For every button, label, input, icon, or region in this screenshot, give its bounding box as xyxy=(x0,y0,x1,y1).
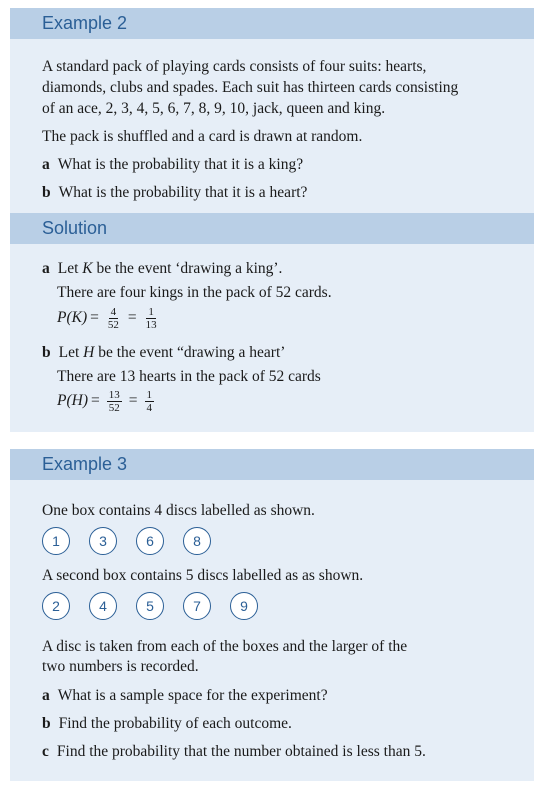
shuffle-text: The pack is shuffled and a card is drawn at random. xyxy=(42,128,363,145)
solution-b-label: b xyxy=(42,344,51,361)
equals-sign: = xyxy=(90,309,99,326)
solution-a-variable: K xyxy=(82,260,93,277)
numerator: 4 xyxy=(110,305,117,318)
denominator: 52 xyxy=(108,401,120,414)
solution-b-line-1 xyxy=(42,343,285,363)
question-a-text: What is the probability that it is a king? xyxy=(57,156,304,173)
number-disc: 3 xyxy=(89,527,117,555)
equals-sign: = xyxy=(127,309,137,326)
example-3-panel xyxy=(10,449,534,781)
numerator: 13 xyxy=(108,388,120,401)
intro-line-1: A standard pack of playing cards consists of four suits: hearts, xyxy=(42,58,427,75)
number-disc: 4 xyxy=(89,592,117,620)
taken-line-1: A disc is taken from each of the boxes and the larger of the xyxy=(42,638,408,655)
solution-title: Solution xyxy=(10,213,534,244)
question-a-label: a xyxy=(42,156,50,173)
solution-b-let: Let xyxy=(58,344,84,361)
box-2-discs xyxy=(42,592,272,622)
question-b-label: b xyxy=(42,715,51,732)
solution-a-line-2: There are four kings in the pack of 52 cards. xyxy=(57,284,332,301)
question-a-label: a xyxy=(42,687,50,704)
solution-a-let: Let xyxy=(57,260,83,277)
number-disc: 2 xyxy=(42,592,70,620)
number-disc: 5 xyxy=(136,592,164,620)
solution-a-event: be the event ‘drawing a king’. xyxy=(92,260,283,277)
solution-b-lhs: P(H) xyxy=(57,392,88,409)
solution-a-lhs: P(K) xyxy=(57,309,88,326)
fraction xyxy=(107,389,122,414)
intro-line-2: diamonds, clubs and spades. Each suit has thirteen cards consisting xyxy=(42,79,459,96)
fraction xyxy=(106,306,121,331)
question-a xyxy=(42,155,303,175)
question-b-text: Find the probability of each outcome. xyxy=(58,715,292,732)
question-c-label: c xyxy=(42,743,49,760)
question-b-text: What is the probability that it is a heart? xyxy=(58,184,308,201)
question-c-text: Find the probability that the number obtained is less than 5. xyxy=(56,743,426,760)
numerator: 1 xyxy=(148,305,154,318)
solution-b-variable: H xyxy=(83,344,95,361)
example-3-question-b xyxy=(42,714,292,734)
solution-b-event: be the event “drawing a heart’ xyxy=(94,344,286,361)
solution-b-line-2: There are 13 hearts in the pack of 52 cards xyxy=(57,368,321,385)
solution-a-equation xyxy=(57,305,163,331)
solution-a-line-1 xyxy=(42,259,282,279)
example-3-question-c xyxy=(42,742,426,762)
denominator: 13 xyxy=(145,318,157,331)
intro-line-3: of an ace, 2, 3, 4, 5, 6, 7, 8, 9, 10, jack, queen and king. xyxy=(42,100,386,117)
fraction xyxy=(144,306,159,331)
number-disc: 8 xyxy=(183,527,211,555)
question-b xyxy=(42,183,307,203)
number-disc: 9 xyxy=(230,592,258,620)
denominator: 4 xyxy=(146,401,152,414)
equals-sign: = xyxy=(128,392,138,409)
number-disc: 1 xyxy=(42,527,70,555)
box-1-text: One box contains 4 discs labelled as shown. xyxy=(42,502,315,519)
solution-a-label: a xyxy=(42,260,50,277)
example-2-title: Example 2 xyxy=(10,8,534,39)
question-a-text: What is a sample space for the experiment? xyxy=(57,687,328,704)
taken-line-2: two numbers is recorded. xyxy=(42,658,199,675)
solution-b-equation xyxy=(57,388,158,414)
number-disc: 6 xyxy=(136,527,164,555)
box-1-discs xyxy=(42,527,242,557)
fraction xyxy=(145,389,155,414)
example-3-title: Example 3 xyxy=(10,449,534,480)
numerator: 1 xyxy=(146,388,152,401)
question-b-label: b xyxy=(42,184,51,201)
denominator: 52 xyxy=(107,318,119,331)
example-2-panel xyxy=(10,8,534,432)
number-disc: 7 xyxy=(183,592,211,620)
box-2-text: A second box contains 5 discs labelled as as shown. xyxy=(42,567,364,584)
example-3-question-a xyxy=(42,686,328,706)
equals-sign: = xyxy=(91,392,100,409)
